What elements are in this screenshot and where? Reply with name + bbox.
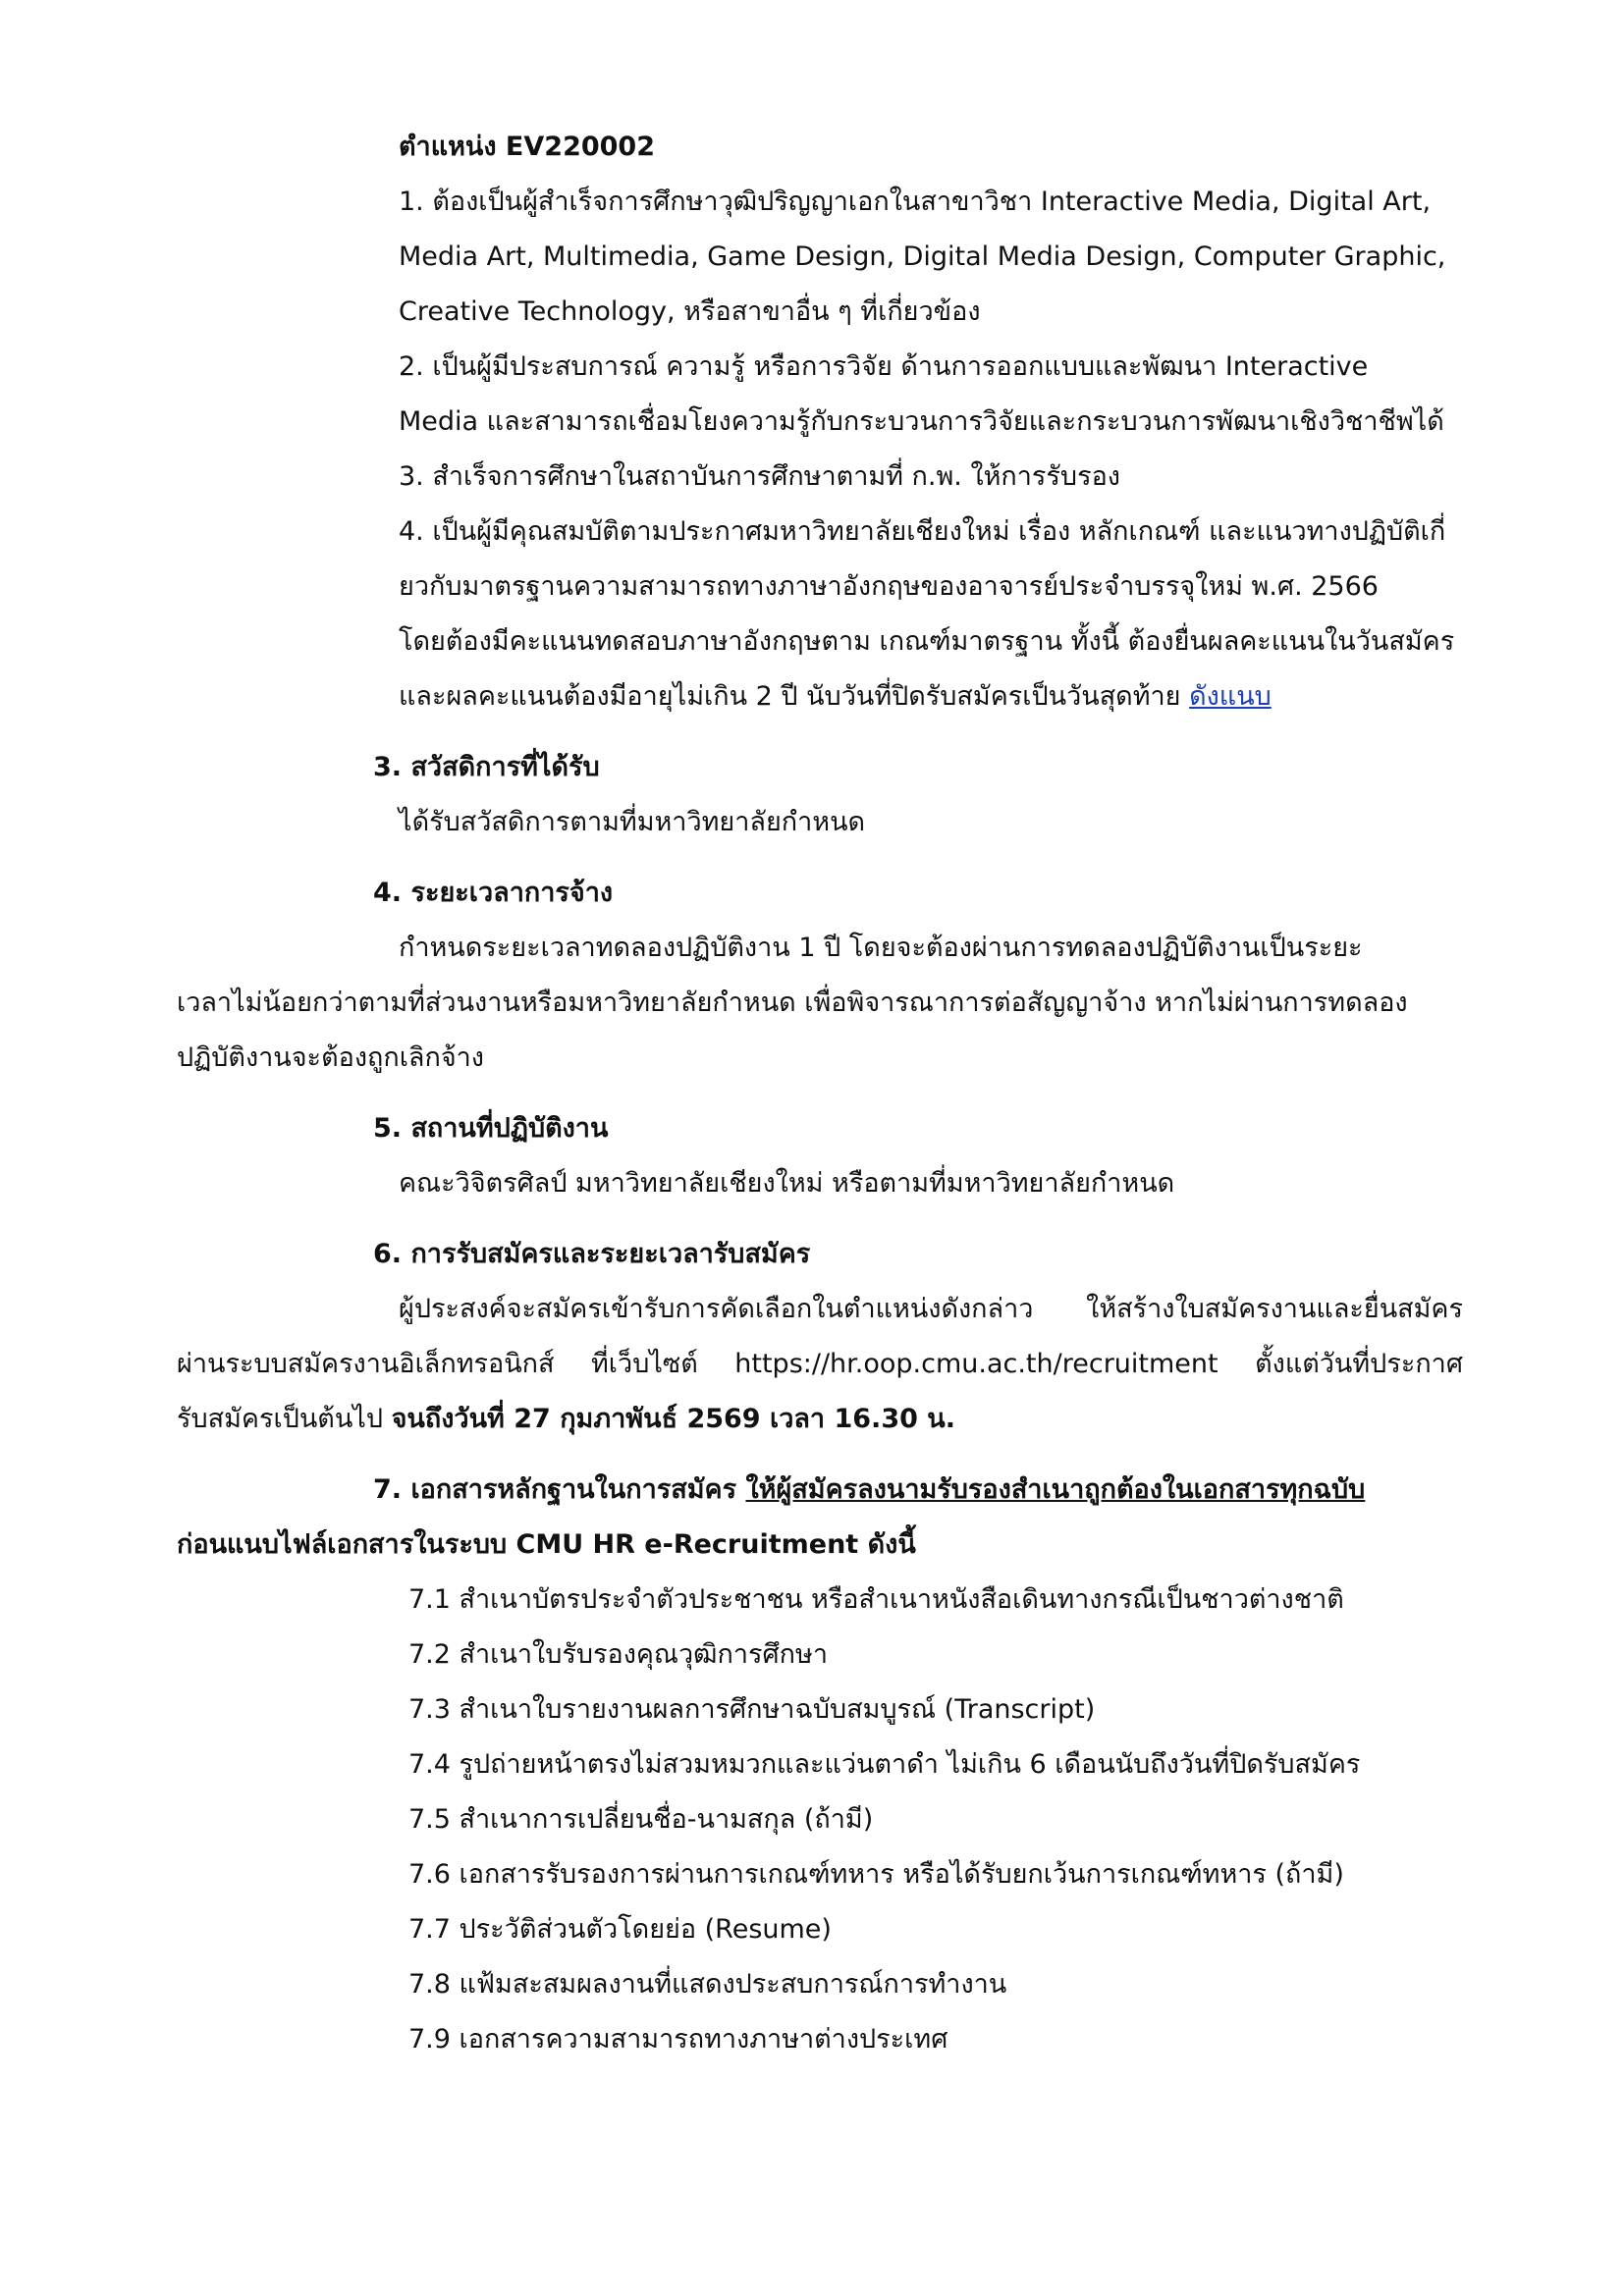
qualification-4-line-3: โดยต้องมีคะแนนทดสอบภาษาอังกฤษตาม เกณฑ์มาตรฐาน ทั้งนี้ ต้องยื่นผลคะแนนในวันสมัคร xyxy=(399,626,1455,657)
section-5-body: คณะวิจิตรศิลป์ มหาวิทยาลัยเชียงใหม่ หรือตามที่มหาวิทยาลัยกำหนด xyxy=(399,1168,1175,1199)
position-heading: ตำแหน่ง EV220002 xyxy=(399,132,655,162)
section-6-line-1 xyxy=(399,1291,1463,1330)
document-item: 7.2 สำเนาใบรับรองคุณวุฒิการศึกษา xyxy=(408,1639,828,1670)
document-item: 7.8 แฟ้มสะสมผลงานที่แสดงประสบการณ์การทำงาน xyxy=(408,1969,1007,2000)
document-item: 7.3 สำเนาใบรายงานผลการศึกษาฉบับสมบูรณ์ (Transcript) xyxy=(408,1694,1096,1725)
section-7-heading-underlined: ให้ผู้สมัครลงนามรับรองสำเนาถูกต้องในเอกสารทุกฉบับ xyxy=(745,1474,1366,1505)
section-7-heading-text: 7. เอกสารหลักฐานในการสมัคร xyxy=(373,1474,737,1505)
section-3-body: ได้รับสวัสดิการตามที่มหาวิทยาลัยกำหนด xyxy=(399,807,866,837)
document-item: 7.9 เอกสารความสามารถทางภาษาต่างประเทศ xyxy=(408,2024,948,2055)
qualification-2-line-1: 2. เป็นผู้มีประสบการณ์ ความรู้ หรือการวิจัย ด้านการออกแบบและพัฒนา Interactive xyxy=(399,351,1369,382)
qualification-1-line-2: Media Art, Multimedia, Game Design, Digital Media Design, Computer Graphic, xyxy=(399,241,1446,272)
qualification-4-line-1: 4. เป็นผู้มีคุณสมบัติตามประกาศมหาวิทยาลัยเชียงใหม่ เรื่อง หลักเกณฑ์ และแนวทางปฏิบัติเกี่ xyxy=(399,516,1446,547)
attachment-link[interactable]: ดังแนบ xyxy=(1189,681,1272,712)
document-item: 7.5 สำเนาการเปลี่ยนชื่อ-นามสกุล (ถ้ามี) xyxy=(408,1804,874,1835)
section-6-line-3 xyxy=(177,1401,955,1440)
qualification-2-line-2: Media และสามารถเชื่อมโยงความรู้กับกระบวนการวิจัยและกระบวนการพัฒนาเชิงวิชาชีพได้ xyxy=(399,406,1444,437)
section-7-heading-line-2: ก่อนแนบไฟล์เอกสารในระบบ CMU HR e-Recruitment ดังนี้ xyxy=(177,1529,916,1560)
section-6-line-2b: ที่เว็บไซต์ xyxy=(591,1349,698,1379)
section-6-line-2 xyxy=(177,1346,1463,1385)
document-item: 7.7 ประวัติส่วนตัวโดยย่อ (Resume) xyxy=(408,1914,832,1945)
section-7-heading xyxy=(373,1471,1365,1511)
recruitment-url: https://hr.oop.cmu.ac.th/recruitment xyxy=(734,1349,1218,1379)
application-deadline: จนถึงวันที่ 27 กุมภาพันธ์ 2569 เวลา 16.30 น. xyxy=(391,1404,956,1434)
document-item: 7.6 เอกสารรับรองการผ่านการเกณฑ์ทหาร หรือได้รับยกเว้นการเกณฑ์ทหาร (ถ้ามี) xyxy=(408,1859,1344,1890)
document-item: 7.4 รูปถ่ายหน้าตรงไม่สวมหมวกและแว่นตาดำ ไม่เกิน 6 เดือนนับถึงวันที่ปิดรับสมัคร xyxy=(408,1749,1361,1780)
qualification-4-line-2: ยวกับมาตรฐานความสามารถทางภาษาอังกฤษของอาจารย์ประจำบรรจุใหม่ พ.ศ. 2566 xyxy=(399,571,1379,602)
section-6-line-1a: ผู้ประสงค์จะสมัครเข้ารับการคัดเลือกในตำแหน่งดังกล่าว xyxy=(399,1294,1034,1324)
document-item: 7.1 สำเนาบัตรประจำตัวประชาชน หรือสำเนาหนังสือเดินทางกรณีเป็นชาวต่างชาติ xyxy=(408,1584,1344,1615)
qualification-1-line-1: 1. ต้องเป็นผู้สำเร็จการศึกษาวุฒิปริญญาเอกในสาขาวิชา Interactive Media, Digital Art, xyxy=(399,187,1432,217)
qualification-1-line-3: Creative Technology, หรือสาขาอื่น ๆ ที่เกี่ยวข้อง xyxy=(399,296,981,327)
section-4-line-1: กำหนดระยะเวลาทดลองปฏิบัติงาน 1 ปี โดยจะต้องผ่านการทดลองปฏิบัติงานเป็นระยะ xyxy=(399,933,1363,963)
section-6-heading: 6. การรับสมัครและระยะเวลารับสมัคร xyxy=(373,1239,811,1269)
qualification-4-line-4 xyxy=(399,678,1272,718)
section-6-line-2a: ผ่านระบบสมัครงานอิเล็กทรอนิกส์ xyxy=(177,1349,555,1379)
section-6-line-1b: ให้สร้างใบสมัครงานและยื่นสมัคร xyxy=(1086,1294,1463,1324)
section-6-line-2d: ตั้งแต่วันที่ประกาศ xyxy=(1255,1349,1463,1379)
qualification-3-line-1: 3. สำเร็จการศึกษาในสถาบันการศึกษาตามที่ ก.พ. ให้การรับรอง xyxy=(399,461,1120,492)
section-6-line-3-text: รับสมัครเป็นต้นไป xyxy=(177,1404,384,1434)
section-4-heading: 4. ระยะเวลาการจ้าง xyxy=(373,878,614,908)
section-4-line-3: ปฏิบัติงานจะต้องถูกเลิกจ้าง xyxy=(177,1042,484,1073)
section-3-heading: 3. สวัสดิการที่ได้รับ xyxy=(373,752,600,782)
qualification-4-line-4-text: และผลคะแนนต้องมีอายุไม่เกิน 2 ปี นับวันที่ปิดรับสมัครเป็นวันสุดท้าย xyxy=(399,681,1181,712)
section-5-heading: 5. สถานที่ปฏิบัติงาน xyxy=(373,1113,609,1144)
section-4-line-2: เวลาไม่น้อยกว่าตามที่ส่วนงานหรือมหาวิทยาลัยกำหนด เพื่อพิจารณาการต่อสัญญาจ้าง หากไม่ผ่านการทดลอง xyxy=(177,988,1408,1018)
